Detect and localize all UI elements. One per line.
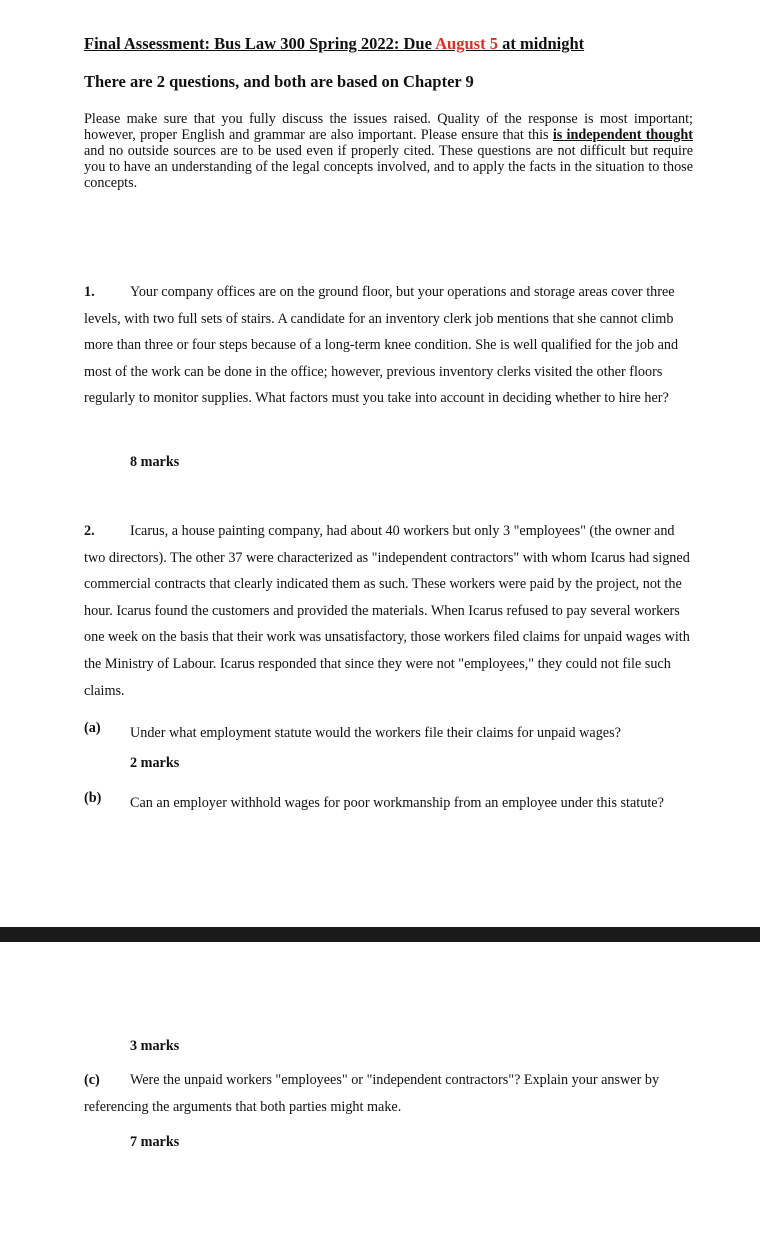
question-2a-marks: 2 marks bbox=[130, 755, 180, 771]
question-2-text: Icarus, a house painting company, had about 40 workers but only 3 "employees" (the owner and two directors). The other 37 were characterized as "independent contractors" with whom Icarus had signed commercial contracts that clearly indicated them as such. These workers were paid by the project, not the hour. Icarus found the customers and provided the materials. When Icarus refused to pay several workers one week on the basis that their work was unsatisfactory, those workers filed claims for unpaid wages with the Ministry of Labour. Icarus responded that since they were not "employees," they could not file such claims. bbox=[84, 523, 690, 699]
due-date: August 5 bbox=[435, 34, 498, 53]
intro-text-2: and no outside sources are to be used even if properly cited. These questions are not difficult but require you to have an understanding of the legal concepts involved, and to apply the facts in the situation to those concepts. bbox=[84, 143, 693, 191]
question-1-number: 1. bbox=[84, 284, 95, 300]
title-prefix: Final Assessment: Bus Law 300 Spring 2022: Due bbox=[84, 34, 436, 53]
question-2b-text: Can an employer withhold wages for poor workmanship from an employee under this statute? bbox=[130, 795, 664, 811]
intro-text-1: Please make sure that you fully discuss the issues raised. Quality of the response is most important; however, proper English and grammar are also important. Please ensure that this bbox=[84, 111, 693, 143]
question-1-text: Your company offices are on the ground floor, but your operations and storage areas cover three levels, with two full sets of stairs. A candidate for an inventory clerk job mentions that she cannot climb more than three or four steps because of a long-term knee condition. She is well qualified for the job and most of the work can be done in the office; however, previous inventory clerks visited the other floors regularly to monitor supplies. What factors must you take into account in deciding whether to hire her? bbox=[84, 284, 679, 407]
question-2 bbox=[84, 518, 694, 704]
question-2b-marks: 3 marks bbox=[130, 1038, 180, 1054]
question-2a-text: Under what employment statute would the workers file their claims for unpaid wages? bbox=[130, 725, 621, 741]
question-2c-text: Were the unpaid workers "employees" or "independent contractors"? Explain your answer by referencing the arguments that both parties might make. bbox=[84, 1072, 660, 1115]
question-2a-label: (a) bbox=[84, 720, 101, 736]
instructions-paragraph bbox=[84, 111, 693, 191]
document-subtitle: There are 2 questions, and both are based on Chapter 9 bbox=[84, 72, 474, 91]
page-divider bbox=[0, 927, 760, 942]
question-1-marks: 8 marks bbox=[130, 454, 180, 470]
document-title bbox=[84, 34, 584, 54]
intro-emphasis: is independent thought bbox=[552, 127, 693, 143]
question-2c-marks: 7 marks bbox=[130, 1134, 180, 1150]
question-2c-label: (c) bbox=[84, 1072, 100, 1088]
question-2b-label: (b) bbox=[84, 790, 102, 806]
question-1 bbox=[84, 279, 694, 412]
title-suffix: at midnight bbox=[497, 34, 585, 53]
question-2-number: 2. bbox=[84, 523, 95, 539]
question-2c bbox=[84, 1067, 694, 1120]
